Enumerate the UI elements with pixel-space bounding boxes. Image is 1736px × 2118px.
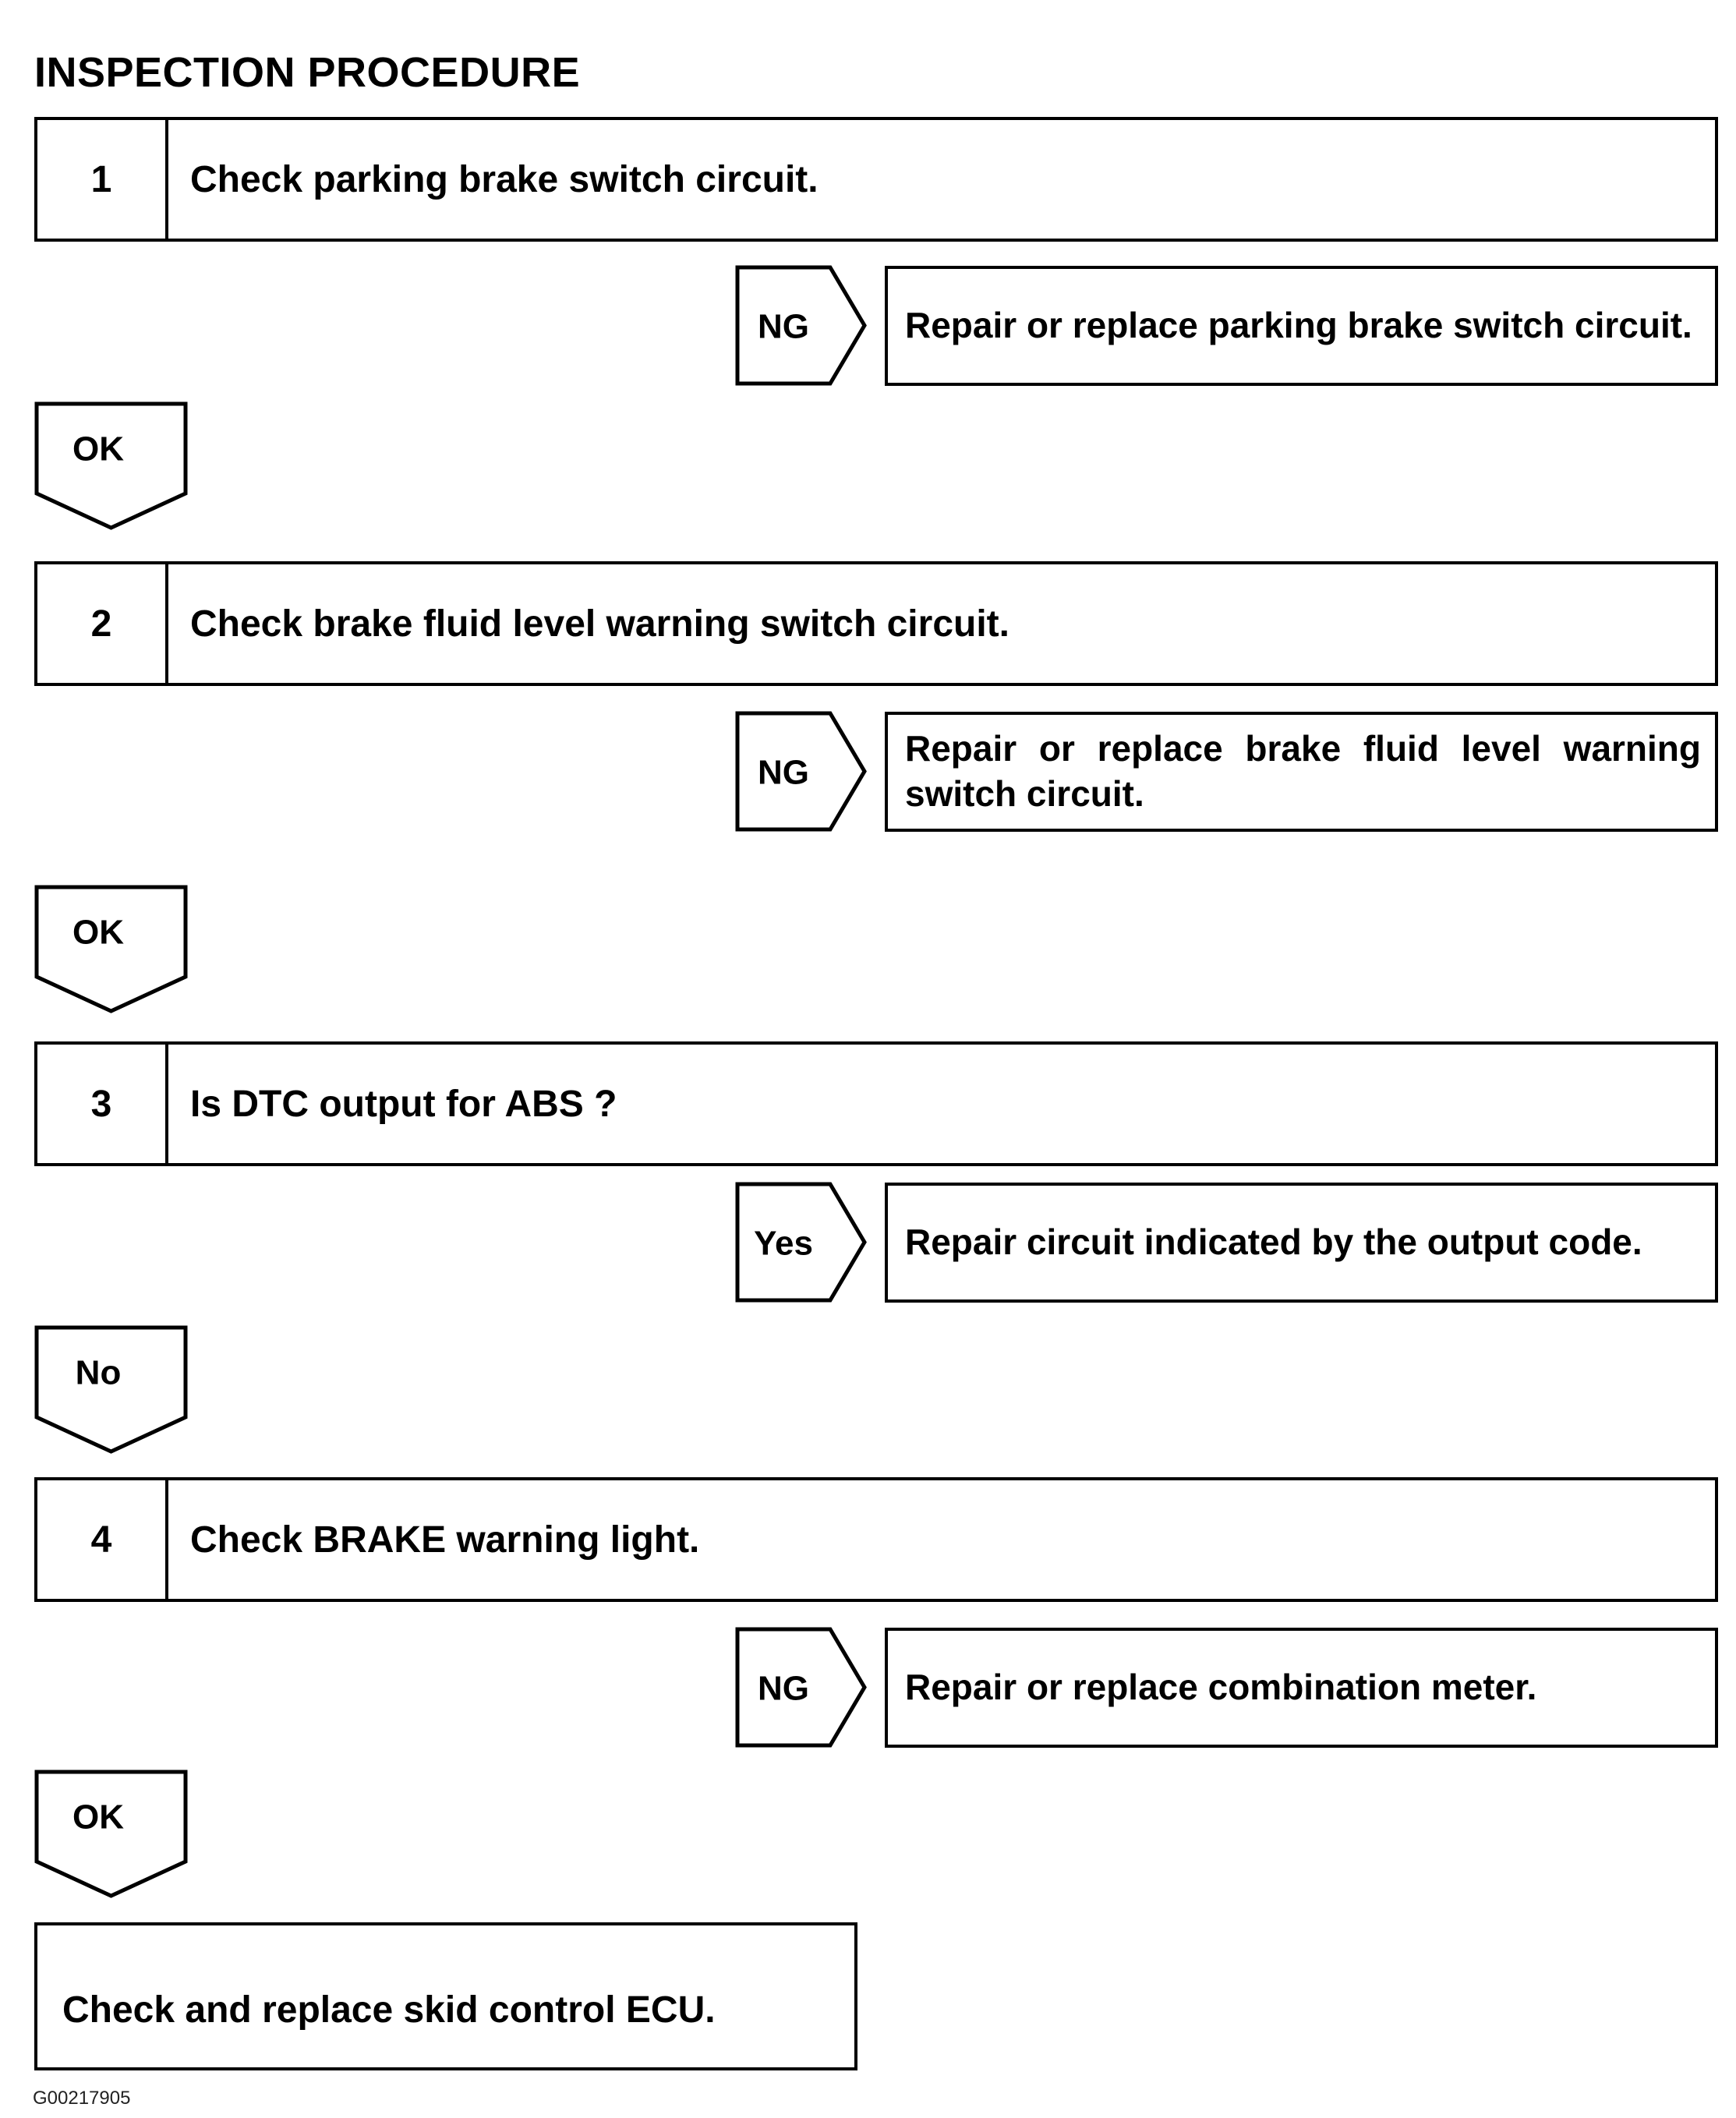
figure-id: G00217905 <box>33 2088 131 2109</box>
step-box-3 <box>34 1041 1718 1166</box>
branch-tag-label: NG <box>758 753 809 792</box>
branch-arrow-icon <box>735 1182 868 1303</box>
branch-tag-label: NG <box>758 307 809 346</box>
branch-row-1 <box>735 265 1718 386</box>
branch-row-2 <box>735 711 1718 832</box>
continue-tag-label: OK <box>72 913 124 952</box>
continue-tag-label: OK <box>72 1798 124 1837</box>
branch-row-4 <box>735 1627 1718 1748</box>
step-number: 2 <box>37 564 168 683</box>
branch-tag-label: Yes <box>754 1224 813 1263</box>
continue-tag-icon <box>34 1325 188 1455</box>
branch-arrow-icon <box>735 265 868 386</box>
step-label: Check BRAKE warning light. <box>190 1519 700 1561</box>
branch-result-box <box>885 266 1718 386</box>
final-action-box <box>34 1922 857 2070</box>
branch-arrow-icon <box>735 711 868 832</box>
branch-result-box <box>885 1183 1718 1303</box>
branch-result-text: Repair circuit indicated by the output code. <box>905 1221 1642 1262</box>
continue-tag-icon <box>34 885 188 1014</box>
step-number: 3 <box>37 1045 168 1163</box>
branch-result-box <box>885 1628 1718 1748</box>
step-label: Check parking brake switch circuit. <box>190 158 819 200</box>
step-box-1 <box>34 117 1718 242</box>
step-box-4 <box>34 1477 1718 1602</box>
branch-result-text: Repair or replace parking brake switch circuit. <box>905 304 1692 345</box>
branch-row-3 <box>735 1182 1718 1303</box>
branch-result-text: Repair or replace brake fluid level warning switch circuit. <box>905 728 1701 814</box>
branch-arrow-icon <box>735 1627 868 1748</box>
branch-result-text: Repair or replace combination meter. <box>905 1666 1537 1707</box>
step-box-2 <box>34 561 1718 686</box>
branch-tag-label: NG <box>758 1669 809 1708</box>
branch-result-box <box>885 712 1718 832</box>
final-action-label: Check and replace skid control ECU. <box>62 1989 716 2031</box>
continue-tag-icon <box>34 1770 188 1899</box>
step-label: Is DTC output for ABS ? <box>190 1083 617 1125</box>
step-number: 4 <box>37 1480 168 1599</box>
step-label: Check brake fluid level warning switch circuit. <box>190 603 1009 645</box>
continue-tag-icon <box>34 401 188 531</box>
step-number: 1 <box>37 120 168 239</box>
continue-tag-label: OK <box>72 430 124 469</box>
page-title: INSPECTION PROCEDURE <box>34 49 581 96</box>
continue-tag-label: No <box>75 1353 122 1392</box>
